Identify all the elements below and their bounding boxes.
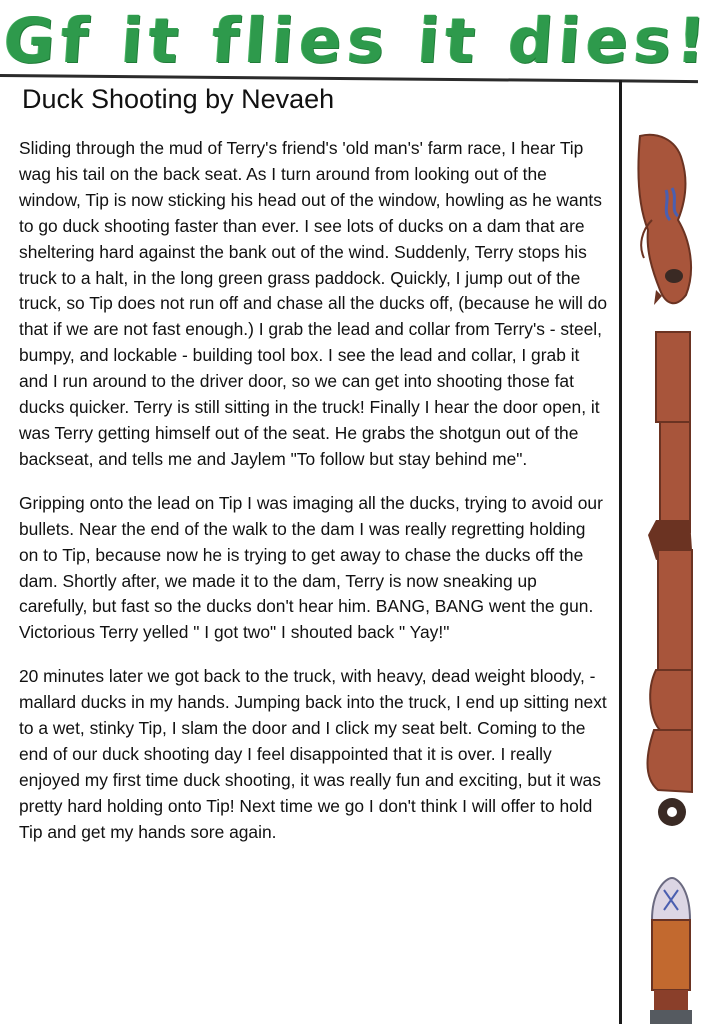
story-paragraph: 20 minutes later we got back to the truck, with heavy, dead weight bloody, - mallard ducks in my hands. Jumping back into the truck, I end up sitting next to a wet, stinky Tip, I slam the door and I click my seat belt. Coming to the end of our duck shooting day I feel disappointed that it is over. I really enjoyed my first time duck shooting, it was really fun and exciting, but it was pretty hard holding onto Tip! Next time we go I don't think I will offer to hold Tip and get my hands sore again. (19, 666, 607, 842)
duck-drawing (638, 135, 691, 305)
story-paragraph: Sliding through the mud of Terry's friend's 'old man's' farm race, I hear Tip wag his tail on the back seat. As I turn around from looking out of the window, Tip is now sticking his head out of the window, howling as he wants to go duck shooting faster than ever. I see lots of ducks on a dam that are sheltering hard against the bank out of the wind. Suddenly, Terry stops his truck to a halt, in the long green grass paddock. Quickly, I jump out of the truck, so Tip does not run off and chase all the ducks off, (because he will do that if we are not fast enough.) I grab the lead and collar from Terry's - steel, bumpy, and lockable - building tool box. I see the lead and collar, I grab it and I run around to the driver door, so we can get into shooting those fat ducks quicker. Terry is still sitting in the truck! Finally I hear the door open, it was Terry getting himself out of the seat. He grabs the shotgun out of the backseat, and tells me and Jaylem "To follow but stay behind me". (19, 138, 608, 469)
story-paragraph: Gripping onto the lead on Tip I was imaging all the ducks, trying to avoid our bullets. Near the end of the walk to the dam I was really regretting holding on to Tip, because now he is trying to get away to chase the ducks off the dam. Shortly after, we made it to the dam, Terry is now sneaking up carefully, but fast so the ducks don't hear him. BANG, BANG went the gun. Victorious Terry yelled " I got two" I shouted back " Yay!" (19, 492, 603, 643)
story-title: Duck Shooting by Nevaeh (22, 84, 335, 114)
rifle-drawing (648, 332, 692, 826)
bullet-drawing (650, 878, 692, 1024)
page-border-right (619, 80, 622, 1024)
crayon-drawing (626, 80, 724, 1024)
banner-lettering: Gf it flies it dies! (1, 4, 715, 77)
story-body (19, 136, 609, 864)
